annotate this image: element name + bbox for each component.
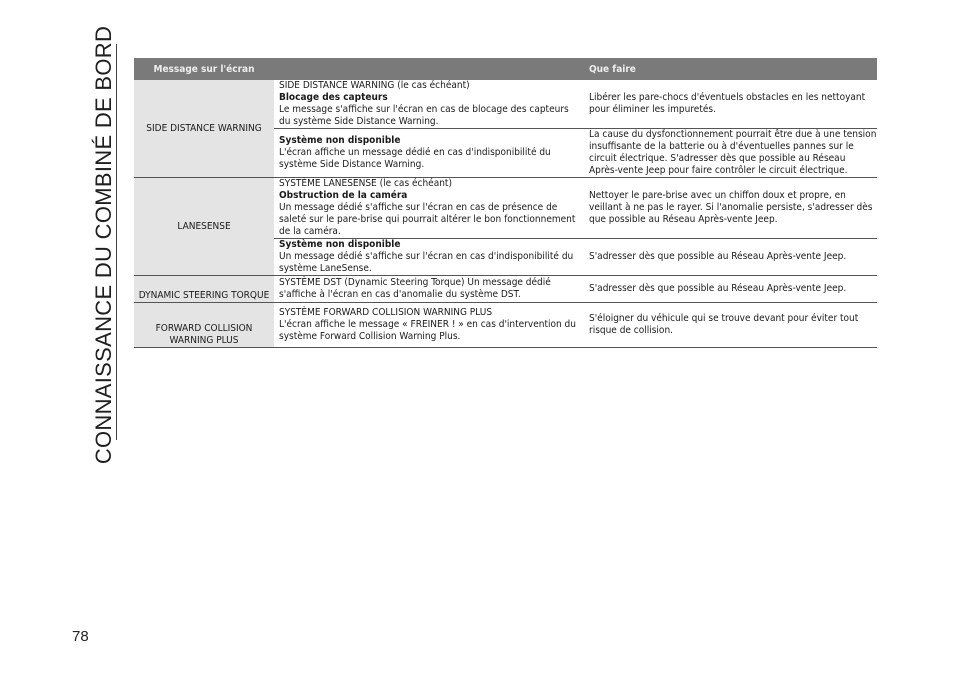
description-lead: SYSTÈME FORWARD COLLISION WARNING PLUS (279, 307, 493, 318)
row-action: Libérer les pare-chocs d'éventuels obstacles en les nettoyant pour éliminer les impuretés. (589, 92, 866, 115)
row-action: Nettoyer le pare-brise avec un chiffon doux et propre, en veillant à ne pas le rayer. Si l'anomalie persiste, s'adresser dès que possible au Réseau Après-vente Jeep. (589, 190, 873, 225)
description-text: L'écran affiche un message dédié en cas d'indisponibilité du système Side Distance Warning. (279, 147, 551, 170)
table-subrow (274, 238, 877, 275)
description-text: Un message dédié s'affiche sur l'écran en cas d'indisponibilité du système LaneSense. (279, 251, 574, 274)
row-message: LANESENSE (134, 178, 274, 275)
row-description (274, 239, 585, 275)
row-description (274, 303, 585, 347)
table-subrow (274, 276, 877, 302)
table-row (134, 178, 877, 276)
description-heading: Obstruction de la caméra (279, 190, 408, 201)
table-subrow (274, 303, 877, 347)
row-action: S'adresser dès que possible au Réseau Après-vente Jeep. (589, 283, 847, 294)
table-subrow (274, 80, 877, 128)
section-divider (116, 44, 117, 440)
row-action: S'éloigner du véhicule qui se trouve devant pour éviter tout risque de collision. (589, 313, 859, 336)
description-text: L'écran affiche le message « FREINER ! » en cas d'intervention du système Forward Collision Warning Plus. (279, 319, 576, 342)
description-heading: Système non disponible (279, 135, 401, 146)
header-description (274, 58, 585, 80)
header-action: Que faire (589, 63, 636, 75)
description-lead: SYSTÈME LANESENSE (le cas échéant) (279, 178, 452, 189)
table-row (134, 303, 877, 348)
row-description (274, 276, 585, 302)
section-title-text: CONNAISSANCE DU COMBINÉ DE BORD (91, 25, 117, 465)
page-number: 78 (72, 628, 89, 645)
row-message: SIDE DISTANCE WARNING (134, 80, 274, 177)
table-row (134, 80, 877, 178)
row-description (274, 129, 585, 177)
description-lead: SIDE DISTANCE WARNING (le cas échéant) (279, 80, 470, 91)
row-description (274, 80, 585, 128)
table-subrow (274, 178, 877, 238)
messages-table (134, 58, 877, 348)
row-description (274, 178, 585, 238)
row-action: S'adresser dès que possible au Réseau Après-vente Jeep. (589, 251, 847, 262)
row-message: DYNAMIC STEERING TORQUE (134, 276, 274, 302)
description-heading: Système non disponible (279, 239, 401, 250)
table-subrow (274, 128, 877, 177)
section-title-vertical (84, 25, 124, 465)
row-message: FORWARD COLLISION WARNING PLUS (134, 303, 274, 347)
description-text: Un message dédié s'affiche sur l'écran en cas de présence de saleté sur le pare-brise qui pourrait altérer le bon fonctionnement de la caméra. (279, 202, 576, 237)
table-header (134, 58, 877, 80)
description-text: Le message s'affiche sur l'écran en cas de blocage des capteurs du système Side Distance Warning. (279, 104, 569, 127)
description-lead: SYSTÈME DST (Dynamic Steering Torque) Un message dédié s'affiche à l'écran en cas d'anomalie du système DST. (279, 277, 551, 300)
description-heading: Blocage des capteurs (279, 92, 388, 103)
table-row (134, 276, 877, 303)
row-action: La cause du dysfonctionnement pourrait être due à une tension insuffisante de la batterie ou à d'éventuelles pannes sur le circuit électrique. S'adresser dès que possible au Réseau Après-vente Jeep pour faire contrôler le circuit électrique. (589, 129, 877, 176)
header-message: Message sur l'écran (153, 63, 255, 75)
